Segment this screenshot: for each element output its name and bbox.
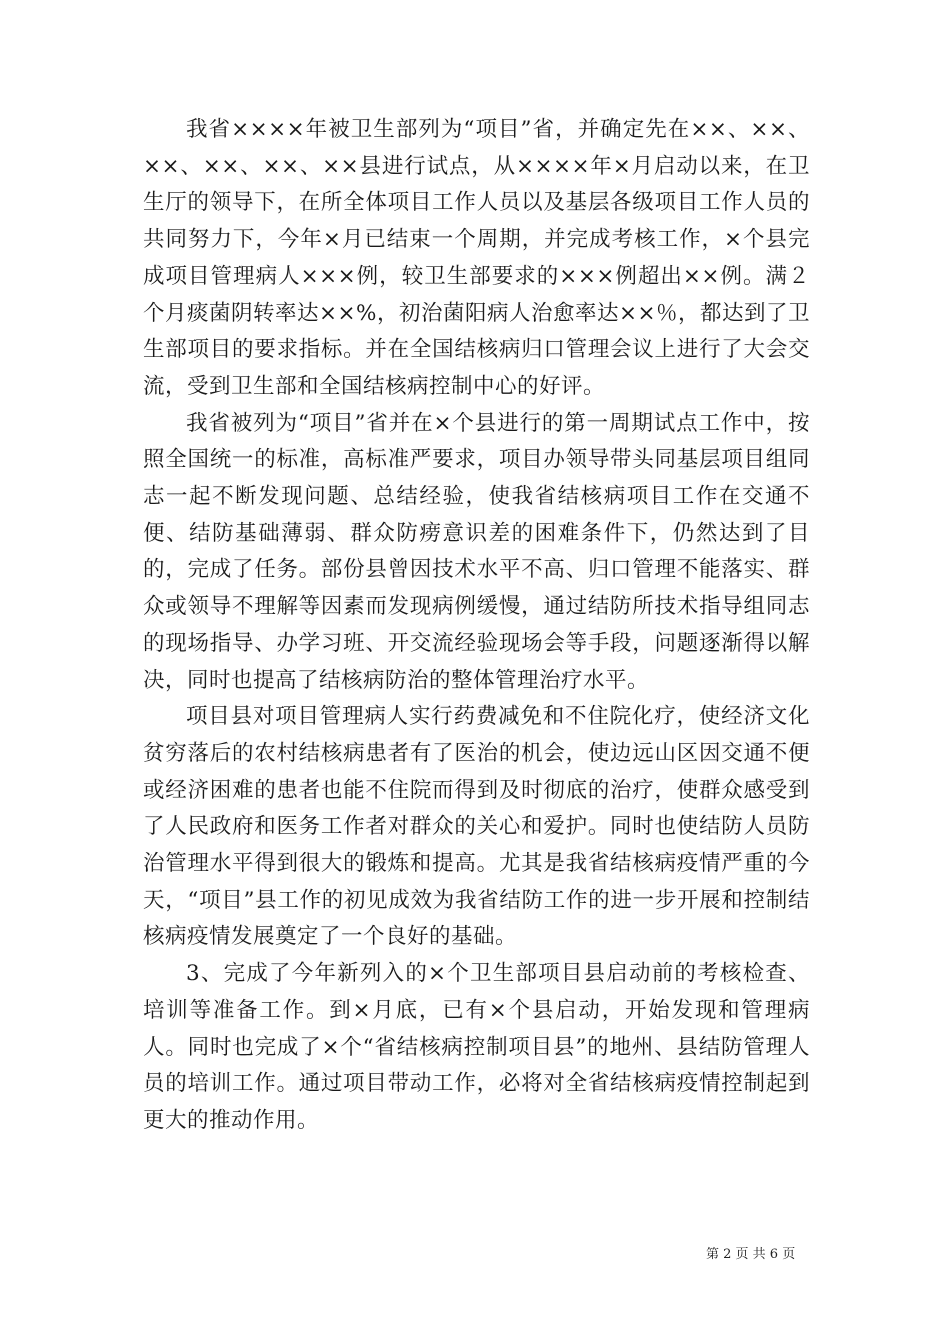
paragraph-project-province: 我省××××年被卫生部列为“项目”省，并确定先在××、××、××、××、××、××县进行试点，从××××年×月启动以来，在卫生厅的领导下，在所全体项目工作人员以及基层各级项目工作人员的共同努力下，今年×月已结束一个周期，并完成考核工作，×个县完成项目管理病人×××例，较卫生部要求的×××例超出××例。满２个月痰菌阴转率达××%，初治菌阳病人治愈率达××％，都达到了卫生部项目的要求指标。并在全国结核病归口管理会议上进行了大会交流，受到卫生部和全国结核病控制中心的好评。: [143, 117, 810, 399]
paragraph-first-cycle-pilot: 我省被列为“项目”省并在×个县进行的第一周期试点工作中，按照全国统一的标准，高标准严要求，项目办领导带头同基层项目组同志一起不断发现问题、总结经验，使我省结核病项目工作在交通不便、结防基础薄弱、群众防痨意识差的困难条件下，仍然达到了目的，完成了任务。部份县曾因技术水平不高、归口管理不能落实、群众或领导不理解等因素而发现病例缓慢，通过结防所技术指导组同志的现场指导、办学习班、开交流经验现场会等手段，问题逐渐得以解决，同时也提高了结核病防治的整体管理治疗水平。: [143, 410, 810, 693]
paragraph-new-project-counties: 3、完成了今年新列入的×个卫生部项目县启动前的考核检查、培训等准备工作。到×月底，已有×个县启动，开始发现和管理病人。同时也完成了×个“省结核病控制项目县”的地州、县结防管理人员的培训工作。通过项目带动工作，必将对全省结核病疫情控制起到更大的推动作用。: [143, 961, 810, 1133]
document-body: [143, 112, 810, 1140]
page-number-footer: 第 2 页 共 6 页: [706, 1247, 796, 1262]
paragraph-fee-reduction: 项目县对项目管理病人实行药费减免和不住院化疗，使经济文化贫穷落后的农村结核病患者有了医治的机会，使边远山区因交通不便或经济困难的患者也能不住院而得到及时彻底的治疗，使群众感受到了人民政府和医务工作者对群众的关心和爱护。同时也使结防人员防治管理水平得到很大的锻炼和提高。尤其是我省结核病疫情严重的今天，“项目”县工作的初见成效为我省结防工作的进一步开展和控制结核病疫情发展奠定了一个良好的基础。: [143, 704, 810, 950]
